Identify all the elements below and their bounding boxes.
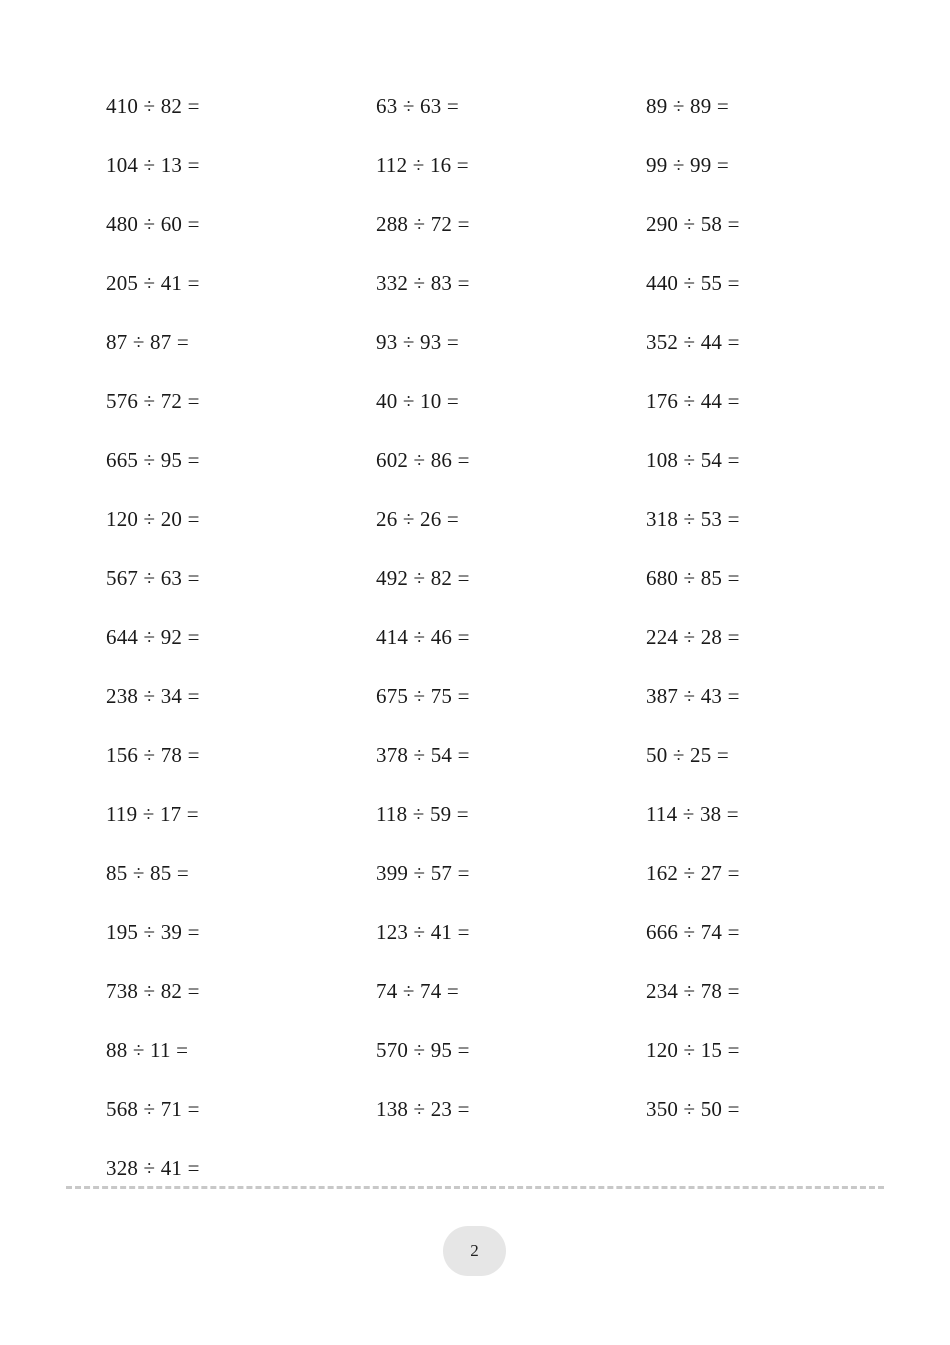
division-problem: 88 ÷ 11 = — [106, 1037, 189, 1062]
division-problem: 118 ÷ 59 = — [376, 801, 469, 826]
page-number: 2 — [470, 1241, 479, 1260]
problem-row — [106, 725, 906, 784]
division-problem: 602 ÷ 86 = — [376, 447, 470, 472]
problem-row — [106, 548, 906, 607]
division-problem: 290 ÷ 58 = — [646, 211, 740, 236]
division-problem: 114 ÷ 38 = — [646, 801, 739, 826]
division-problem: 224 ÷ 28 = — [646, 624, 740, 649]
division-problem: 288 ÷ 72 = — [376, 211, 470, 236]
division-problem: 120 ÷ 15 = — [646, 1037, 740, 1062]
division-problem: 328 ÷ 41 = — [106, 1155, 200, 1180]
problem-row — [106, 961, 906, 1020]
problem-row — [106, 194, 906, 253]
problem-row — [106, 253, 906, 312]
division-problem: 85 ÷ 85 = — [106, 860, 189, 885]
problem-row — [106, 135, 906, 194]
division-problem: 492 ÷ 82 = — [376, 565, 470, 590]
problem-row — [106, 371, 906, 430]
division-problem: 74 ÷ 74 = — [376, 978, 459, 1003]
division-problem: 352 ÷ 44 = — [646, 329, 740, 354]
division-problem: 680 ÷ 85 = — [646, 565, 740, 590]
division-problem: 120 ÷ 20 = — [106, 506, 200, 531]
division-problem: 399 ÷ 57 = — [376, 860, 470, 885]
division-problem: 205 ÷ 41 = — [106, 270, 200, 295]
division-problem: 644 ÷ 92 = — [106, 624, 200, 649]
division-problem: 156 ÷ 78 = — [106, 742, 200, 767]
division-problem: 666 ÷ 74 = — [646, 919, 740, 944]
problem-row — [106, 430, 906, 489]
division-problem: 576 ÷ 72 = — [106, 388, 200, 413]
problem-row — [106, 312, 906, 371]
problem-row — [106, 1079, 906, 1138]
division-problem: 440 ÷ 55 = — [646, 270, 740, 295]
problem-row — [106, 76, 906, 135]
division-problem: 318 ÷ 53 = — [646, 506, 740, 531]
division-problem: 378 ÷ 54 = — [376, 742, 470, 767]
division-problem: 568 ÷ 71 = — [106, 1096, 200, 1121]
division-problem: 93 ÷ 93 = — [376, 329, 459, 354]
page-number-badge — [443, 1226, 506, 1276]
division-problem: 570 ÷ 95 = — [376, 1037, 470, 1062]
division-problem: 195 ÷ 39 = — [106, 919, 200, 944]
division-problem: 99 ÷ 99 = — [646, 152, 729, 177]
division-problem: 112 ÷ 16 = — [376, 152, 469, 177]
problem-row — [106, 489, 906, 548]
division-problem: 665 ÷ 95 = — [106, 447, 200, 472]
division-problem: 234 ÷ 78 = — [646, 978, 740, 1003]
division-problem: 176 ÷ 44 = — [646, 388, 740, 413]
division-problem: 162 ÷ 27 = — [646, 860, 740, 885]
division-problem: 410 ÷ 82 = — [106, 93, 200, 118]
dashed-divider — [66, 1186, 884, 1189]
division-problem: 567 ÷ 63 = — [106, 565, 200, 590]
problem-row — [106, 1020, 906, 1079]
problem-row — [106, 843, 906, 902]
division-problem: 387 ÷ 43 = — [646, 683, 740, 708]
division-problem: 104 ÷ 13 = — [106, 152, 200, 177]
division-problem: 50 ÷ 25 = — [646, 742, 729, 767]
division-problem: 108 ÷ 54 = — [646, 447, 740, 472]
division-problem: 738 ÷ 82 = — [106, 978, 200, 1003]
division-problem: 138 ÷ 23 = — [376, 1096, 470, 1121]
division-problem: 332 ÷ 83 = — [376, 270, 470, 295]
division-problem: 675 ÷ 75 = — [376, 683, 470, 708]
problem-row — [106, 607, 906, 666]
division-problem: 89 ÷ 89 = — [646, 93, 729, 118]
division-problem: 414 ÷ 46 = — [376, 624, 470, 649]
division-problem: 350 ÷ 50 = — [646, 1096, 740, 1121]
problem-row — [106, 784, 906, 843]
problem-row — [106, 666, 906, 725]
division-problem: 26 ÷ 26 = — [376, 506, 459, 531]
division-problem: 40 ÷ 10 = — [376, 388, 459, 413]
division-problem: 63 ÷ 63 = — [376, 93, 459, 118]
problem-row — [106, 902, 906, 961]
division-problem: 123 ÷ 41 = — [376, 919, 470, 944]
division-problem: 87 ÷ 87 = — [106, 329, 189, 354]
division-problem: 119 ÷ 17 = — [106, 801, 199, 826]
division-problem: 238 ÷ 34 = — [106, 683, 200, 708]
division-worksheet — [106, 76, 906, 1197]
division-problem: 480 ÷ 60 = — [106, 211, 200, 236]
